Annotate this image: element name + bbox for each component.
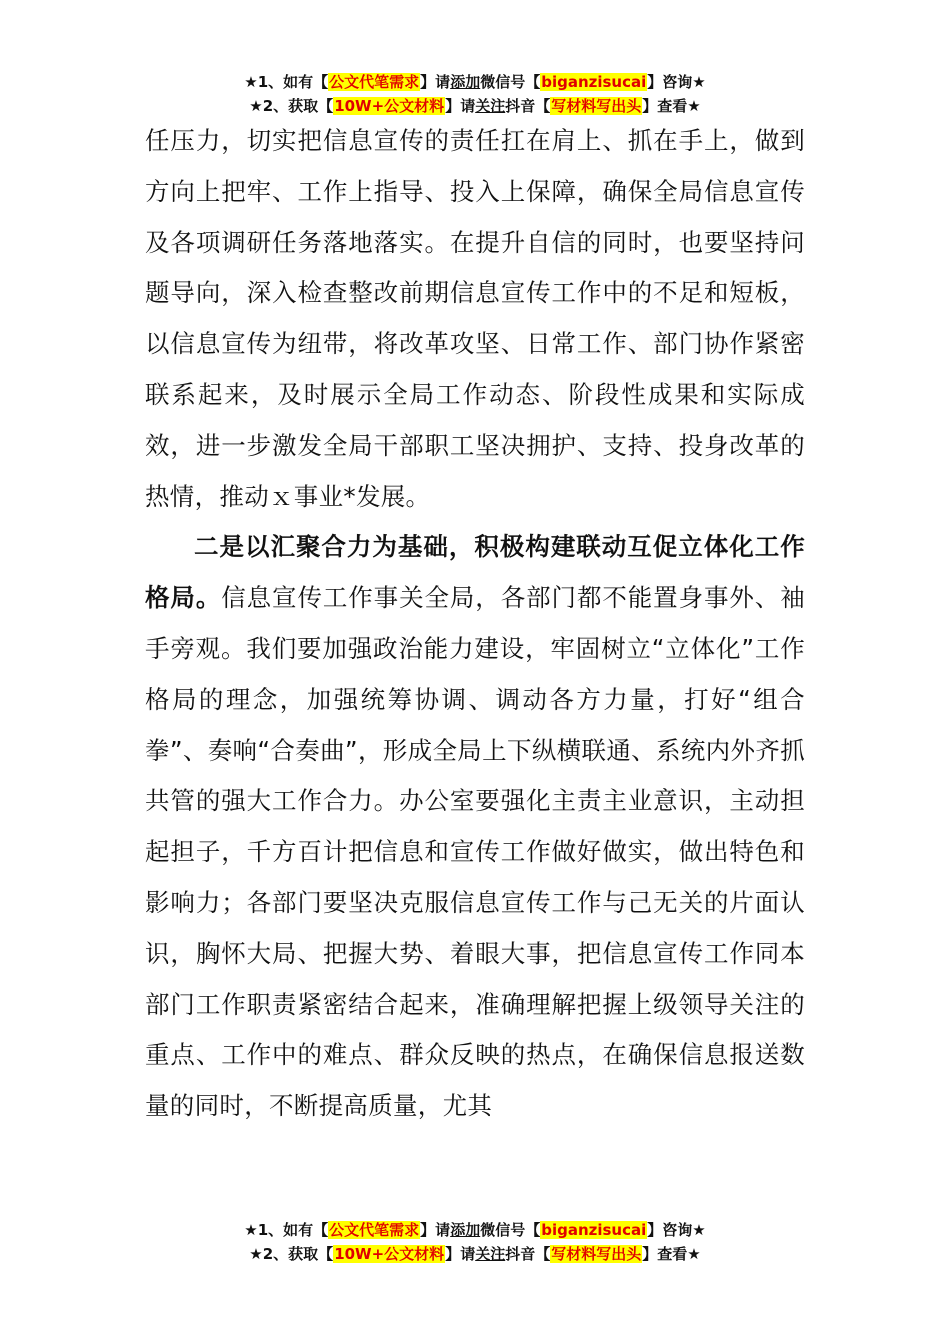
- highlight-materials: 10W+公文材料: [334, 97, 445, 115]
- footer-banner-line-2: ★2、获取【10W+公文材料】请关注抖音【写材料写出头】查看★: [249, 1245, 701, 1263]
- paragraph-2: [145, 522, 805, 1132]
- footer-highlight-service: 公文代笔需求: [329, 1221, 420, 1239]
- footer-highlight-douyin: 写材料写出头: [551, 1245, 642, 1263]
- footer-banner: [0, 1218, 950, 1266]
- banner-line-2: ★2、获取【10W+公文材料】请关注抖音【写材料写出头】查看★: [249, 97, 701, 115]
- footer-banner-line-1: ★1、如有【公文代笔需求】请添加微信号【biganzisucai】咨询★: [244, 1221, 706, 1239]
- header-banner: [0, 70, 950, 118]
- footer-underlined-add: 添加: [450, 1221, 481, 1239]
- paragraph-2-lead: 二是以汇聚合力为基础，积极构建联动互促立体化工作格局。: [145, 532, 805, 613]
- document-body: [145, 116, 805, 1132]
- footer-highlight-wechat-id: biganzisucai: [541, 1221, 647, 1239]
- highlight-wechat-id: biganzisucai: [541, 73, 647, 91]
- underlined-add: 添加: [450, 73, 481, 91]
- paragraph-2-text: 信息宣传工作事关全局，各部门都不能置身事外、袖手旁观。我们要加强政治能力建设，牢固树立“立体化”工作格局的理念，加强统筹协调、调动各方力量，打好“组合拳”、奏响“合奏曲”，形成全局上下纵横联通、系统内外齐抓共管的强大工作合力。办公室要强化主责主业意识，主动担起担子，千方百计把信息和宣传工作做好做实，做出特色和影响力；各部门要坚决克服信息宣传工作与己无关的片面认识，胸怀大局、把握大势、着眼大事，把信息宣传工作同本部门工作职责紧密结合起来，准确理解把握上级领导关注的重点、工作中的难点、群众反映的热点，在确保信息报送数量的同时，不断提高质量，尤其: [145, 583, 805, 1121]
- footer-highlight-materials: 10W+公文材料: [334, 1245, 445, 1263]
- highlight-service: 公文代笔需求: [329, 73, 420, 91]
- paragraph-1: 任压力，切实把信息宣传的责任扛在肩上、抓在手上，做到方向上把牢、工作上指导、投入上保障，确保全局信息宣传及各项调研任务落地落实。在提升自信的同时，也要坚持问题导向，深入检查整改前期信息宣传工作中的不足和短板，以信息宣传为纽带，将改革攻坚、日常工作、部门协作紧密联系起来，及时展示全局工作动态、阶段性成果和实际成效，进一步激发全局干部职工坚决拥护、支持、投身改革的热情，推动ｘ事业*发展。: [145, 126, 805, 511]
- underlined-follow: 关注: [475, 97, 506, 115]
- highlight-douyin: 写材料写出头: [551, 97, 642, 115]
- footer-underlined-follow: 关注: [475, 1245, 506, 1263]
- banner-line-1: ★1、如有【公文代笔需求】请添加微信号【biganzisucai】咨询★: [244, 73, 706, 91]
